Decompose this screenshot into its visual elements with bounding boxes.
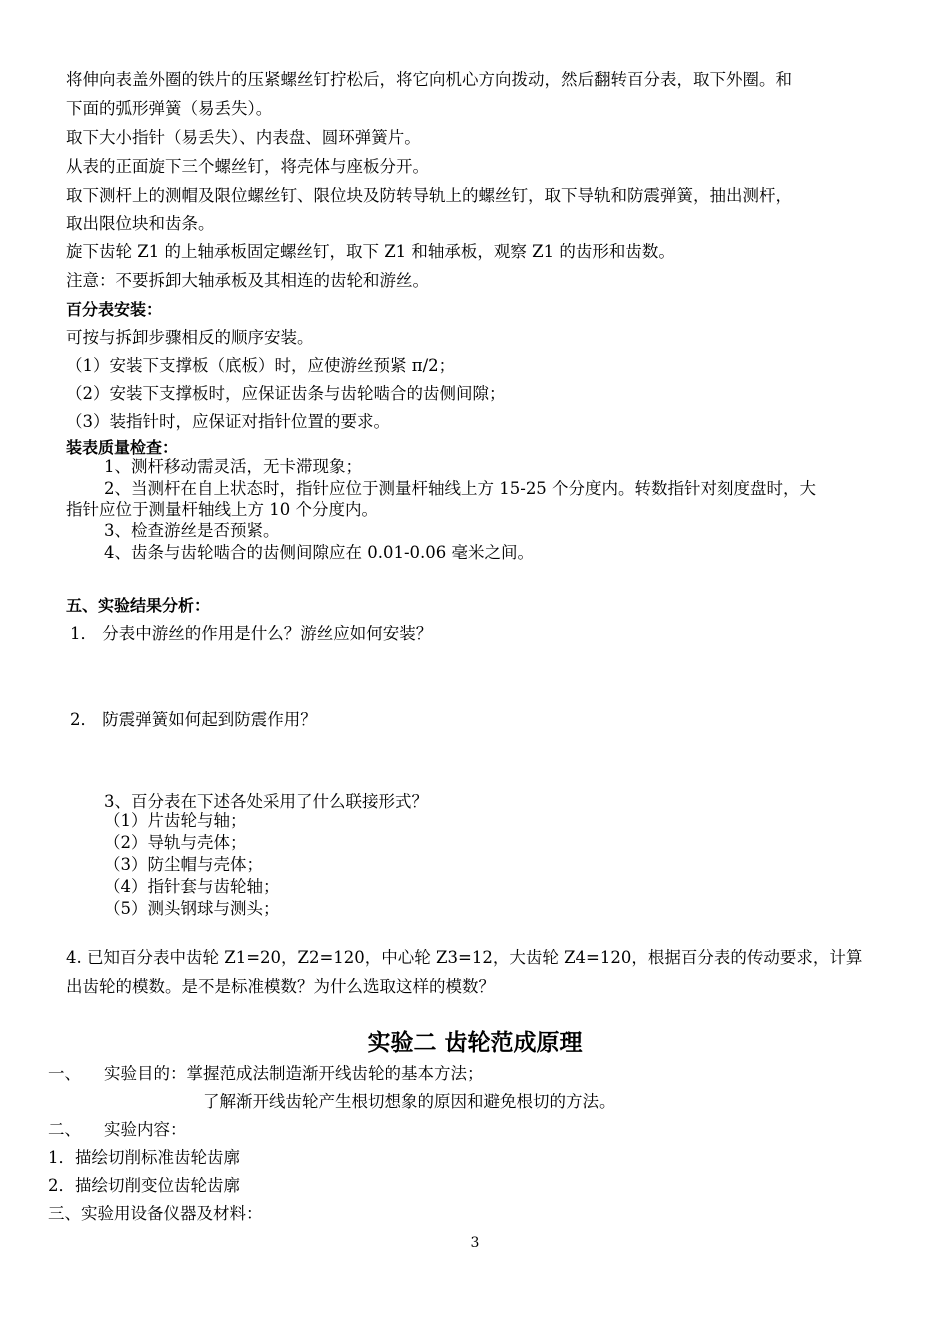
question: 1． 分表中游丝的作用是什么？游丝应如何安装？ bbox=[70, 624, 433, 643]
step-paragraph: 取出限位块和齿条。 bbox=[66, 214, 215, 233]
question: 2． 防震弹簧如何起到防震作用？ bbox=[70, 710, 317, 729]
step-paragraph: 将伸向表盖外圈的铁片的压紧螺丝钉拧松后，将它向机心方向拨动，然后翻转百分表，取下外圈。和 bbox=[66, 70, 792, 89]
quality-item: 3、检查游丝是否预紧。 bbox=[104, 521, 280, 540]
question-subitem: （3）防尘帽与壳体； bbox=[104, 855, 263, 874]
question: 4. 已知百分表中齿轮 Z1=20，Z2=120，中心轮 Z3=12，大齿轮 Z4=120，根据百分表的传动要求，计算 bbox=[66, 948, 863, 967]
quality-item: 1、测杆移动需灵活，无卡滞现象； bbox=[104, 457, 362, 476]
section-heading: 五、实验结果分析： bbox=[66, 596, 211, 615]
experiment-title: 实验二 齿轮范成原理 bbox=[367, 1030, 583, 1056]
equipment-heading: 三、实验用设备仪器及材料： bbox=[48, 1204, 263, 1223]
install-item: （1）安装下支撑板（底板）时，应使游丝预紧 π/2； bbox=[66, 356, 456, 375]
question: 3、百分表在下述各处采用了什么联接形式？ bbox=[104, 792, 428, 811]
install-intro: 可按与拆卸步骤相反的顺序安装。 bbox=[66, 328, 314, 347]
question-subitem: （1）片齿轮与轴； bbox=[104, 811, 247, 830]
step-paragraph: 下面的弧形弹簧（易丢失）。 bbox=[66, 99, 273, 118]
question-subitem: （2）导轨与壳体； bbox=[104, 833, 247, 852]
question-subitem: （4）指针套与齿轮轴； bbox=[104, 877, 280, 896]
purpose-text: 实验目的：掌握范成法制造渐开线齿轮的基本方法； bbox=[104, 1064, 484, 1083]
step-paragraph: 取下大小指针（易丢失）、内表盘、圆环弹簧片。 bbox=[66, 128, 421, 147]
content-item: 2．描绘切削变位齿轮齿廓 bbox=[48, 1176, 240, 1195]
step-paragraph: 取下测杆上的测帽及限位螺丝钉、限位块及防转导轨上的螺丝钉，取下导轨和防震弹簧，抽出测杆， bbox=[66, 186, 792, 205]
step-paragraph: 旋下齿轮 Z1 的上轴承板固定螺丝钉，取下 Z1 和轴承板，观察 Z1 的齿形和齿数。 bbox=[66, 242, 675, 261]
note-paragraph: 注意：不要拆卸大轴承板及其相连的齿轮和游丝。 bbox=[66, 271, 429, 290]
quality-item: 4、齿条与齿轮啮合的齿侧间隙应在 0.01-0.06 毫米之间。 bbox=[104, 543, 535, 562]
quality-item: 2、当测杆在自上状态时，指针应位于测量杆轴线上方 15-25 个分度内。转数指针对刻度盘时，大 bbox=[104, 479, 817, 498]
section-heading: 装表质量检查： bbox=[66, 438, 179, 457]
content-heading: 实验内容： bbox=[104, 1120, 187, 1139]
section-heading: 百分表安装： bbox=[66, 300, 163, 319]
purpose-text: 了解渐开线齿轮产生根切想象的原因和避免根切的方法。 bbox=[203, 1092, 616, 1111]
quality-item: 指针应位于测量杆轴线上方 10 个分度内。 bbox=[66, 500, 378, 519]
install-item: （2）安装下支撑板时，应保证齿条与齿轮啮合的齿侧间隙； bbox=[66, 384, 506, 403]
list-number: 一、 bbox=[48, 1064, 81, 1083]
page-number: 3 bbox=[470, 1235, 480, 1251]
question-subitem: （5）测头钢球与测头； bbox=[104, 899, 280, 918]
step-paragraph: 从表的正面旋下三个螺丝钉，将壳体与座板分开。 bbox=[66, 157, 429, 176]
content-item: 1．描绘切削标准齿轮齿廓 bbox=[48, 1148, 240, 1167]
install-item: （3）装指针时，应保证对指针位置的要求。 bbox=[66, 412, 390, 431]
list-number: 二、 bbox=[48, 1120, 81, 1139]
question: 出齿轮的模数。是不是标准模数？为什么选取这样的模数？ bbox=[66, 977, 495, 996]
